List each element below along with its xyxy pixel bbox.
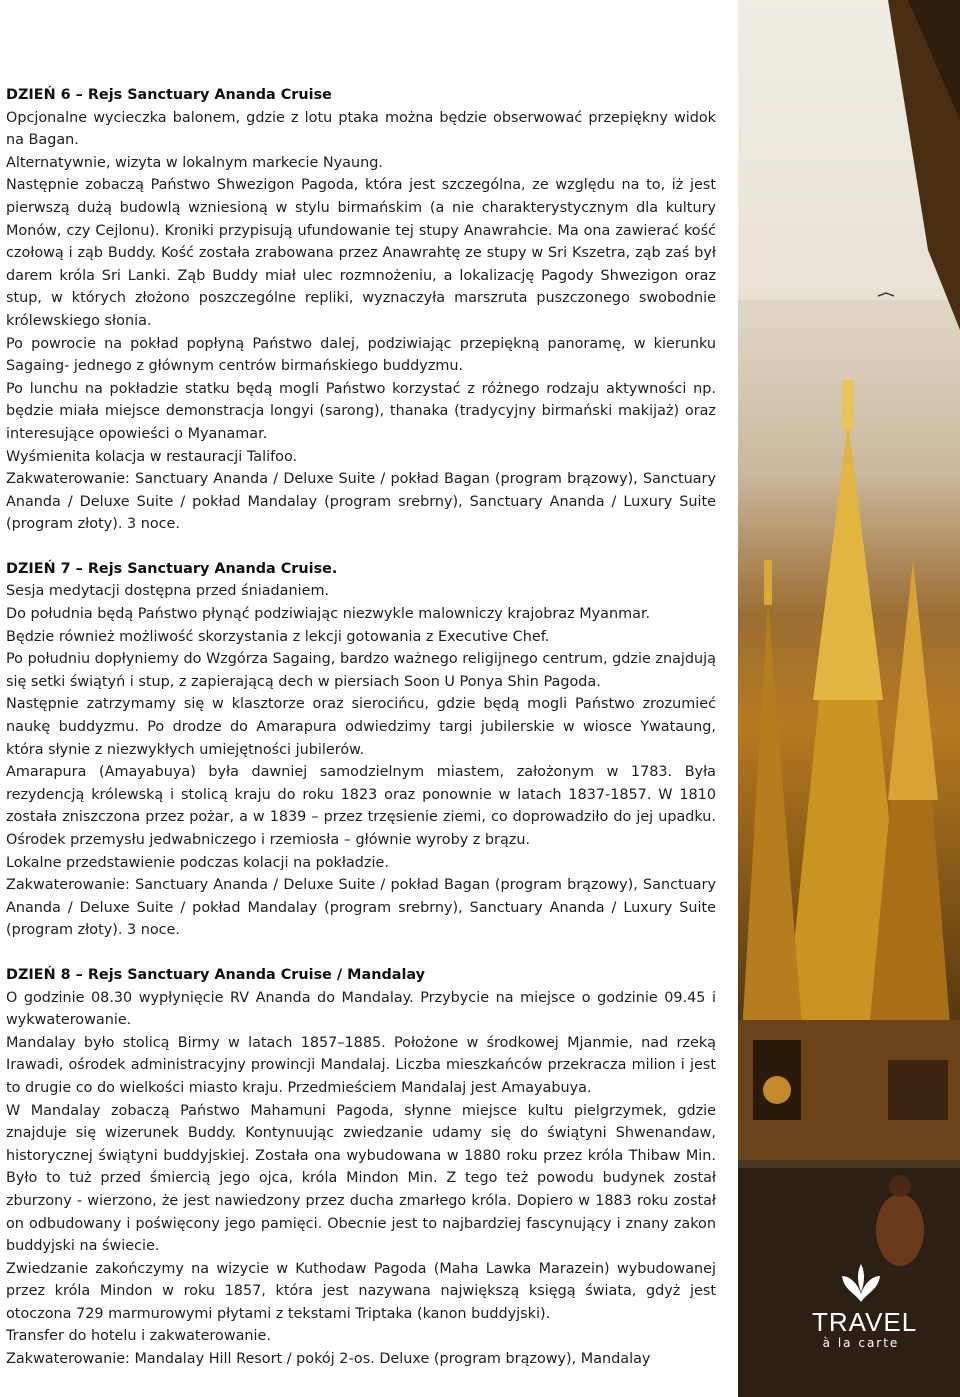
day8-paragraph: Transfer do hotelu i zakwaterowanie. (6, 1328, 271, 1345)
itinerary-text (6, 84, 716, 1371)
pagoda-photo (738, 0, 960, 1397)
day6-paragraph: Następnie zobaczą Państwo Shwezigon Pagoda, która jest szczególna, ze względu na to, iż jest pierwszą dużą budowlą wzniesioną w stylu birmańskim (a nie charakterystycznym dla kultury Monów, czy Cejlonu). Kroniki przypisują ufundowanie tej stupy Anawrahcie. Ma ona zawierać kość czołową i ząb Buddy. Kość została zrabowana przez Anawrahtę ze stupy w Sri Kszetra, ząb zaś był darem króla Sri Lanki. Ząb Buddy miał ulec rozmnożeniu, a lokalizację Pagody Shwezigon oraz stup, w których złożono poszczególne repliki, wyznaczyła marszruta puszczonego swobodnie królewskiego słonia. (6, 177, 716, 329)
day8-section (6, 964, 716, 1371)
day8-paragraph: Mandalay było stolicą Birmy w latach 1857–1885. Położone w środkowej Mjanmie, nad rzeką Irawadi, ośrodek administracyjny prowincji Mandalaj. Liczba mieszkańców przekracza milion i jest to drugie co do wielkości miasto kraju. Przedmieściem Mandalaj jest Amayabuya. (6, 1034, 716, 1096)
day7-heading: DZIEŃ 7 – Rejs Sanctuary Ananda Cruise. (6, 560, 338, 577)
day7-accommodation: Zakwaterowanie: Sanctuary Ananda / Deluxe Suite / pokład Bagan (program brązowy), Sanctuary Ananda / Deluxe Suite / pokład Mandalay (program srebrny), Sanctuary Ananda / Luxury Suite (program złoty). 3 noce. (6, 877, 716, 939)
travel-a-la-carte-logo (812, 1262, 918, 1350)
day8-paragraph: O godzinie 08.30 wypłynięcie RV Ananda do Mandalay. Przybycie na miejsce o godzinie 09.45 i wykwaterowanie. (6, 989, 716, 1029)
pagoda-illustration (738, 0, 960, 1397)
day8-accommodation: Zakwaterowanie: Mandalay Hill Resort / pokój 2-os. Deluxe (program brązowy), Mandalay (6, 1351, 651, 1368)
brand-line2: à la carte (822, 1336, 900, 1350)
day6-paragraph: Alternatywnie, wizyta w lokalnym markecie Nyaung. (6, 154, 383, 171)
day7-section (6, 558, 716, 942)
day6-paragraph: Po powrocie na pokład popłyną Państwo dalej, podziwiając przepiękną panoramę, w kierunku Sagaing- jednego z głównym centrów birmańskiego buddyzmu. (6, 335, 716, 375)
day7-paragraph: Będzie również możliwość skorzystania z lekcji gotowania z Executive Chef. (6, 628, 550, 645)
day6-accommodation: Zakwaterowanie: Sanctuary Ananda / Deluxe Suite / pokład Bagan (program brązowy), Sanctuary Ananda / Deluxe Suite / pokład Mandalay (program srebrny), Sanctuary Ananda / Luxury Suite (program złoty). 3 noce. (6, 471, 716, 533)
day8-paragraph: W Mandalay zobaczą Państwo Mahamuni Pagoda, słynne miejsce kultu pielgrzymek, gdzie znajduje się wizerunek Buddy. Kontynuując zwiedzanie udamy się do świątyni Shwenandaw, historycznej świątyni buddyjskiej. Została ona wybudowana w 1880 roku przez króla Thibaw Min. Było to tuż przed śmiercią jego ojca, króla Mindon Min. Z tego też powodu budynek został zburzony - wierzono, że jest nawiedzony przez ducha zmarłego króla. Dopiero w 1883 roku został on odbudowany i poświęcony jego pamięci. Obecnie jest to najbardziej fascynujący i znany zakon buddyjski na świecie. (6, 1102, 716, 1255)
day8-paragraph: Zwiedzanie zakończymy na wizycie w Kuthodaw Pagoda (Maha Lawka Marazein) wybudowanej przez króla Mindon w roku 1857, która jest nazywana największą księgą świata, gdyż jest otoczona 729 marmurowymi płytami z tekstami Triptaka (kanon buddyjski). (6, 1260, 716, 1322)
day7-paragraph: Do południa będą Państwo płynąć podziwiając niezwykle malowniczy krajobraz Myanmar. (6, 606, 651, 623)
day8-heading: DZIEŃ 8 – Rejs Sanctuary Ananda Cruise / Mandalay (6, 966, 426, 983)
day7-paragraph: Po południu dopłyniemy do Wzgórza Sagaing, bardzo ważnego religijnego centrum, gdzie znajdują się setki świątyń i stup, z zapierającą dech w piersiach Soon U Ponya Shin Pagoda. (6, 651, 716, 690)
day6-paragraph: Po lunchu na pokładzie statku będą mogli Państwo korzystać z różnego rodzaju aktywności np. będzie miała miejsce demonstracja longyi (sarong), thanaka (tradycyjny birmański makijaż) oraz interesujące opowieści o Myanamar. (6, 380, 716, 442)
day6-heading: DZIEŃ 6 – Rejs Sanctuary Ananda Cruise (6, 87, 332, 103)
day7-paragraph: Amarapura (Amayabuya) była dawniej samodzielnym miastem, założonym w 1783. Była rezydencją królewską i stolicą kraju do roku 1823 oraz ponownie w latach 1837-1857. W 1810 została zniszczona przez pożar, a w 1839 – przez trzęsienie ziemi, co doprowadziło do jej upadku. Ośrodek przemysłu jedwabniczego i rzemiosła – głównie wyroby z brązu. (6, 764, 716, 848)
butterfly-icon (838, 1262, 884, 1304)
day6-paragraph: Opcjonalne wycieczka balonem, gdzie z lotu ptaka można będzie obserwować przepiękny widok na Bagan. (6, 109, 716, 149)
day6-section (6, 84, 716, 536)
day7-paragraph: Następnie zatrzymamy się w klasztorze oraz sierocińcu, gdzie będą mogli Państwo zrozumieć naukę buddyzmu. Po drodze do Amarapura odwiedzimy targi jubilerskie w wiosce Ywataung, która słynie z niezwykłych umiejętności jubilerów. (6, 696, 716, 758)
brand-line1: TRAVEL (812, 1307, 918, 1337)
day7-paragraph: Lokalne przedstawienie podczas kolacji na pokładzie. (6, 854, 389, 871)
day6-paragraph: Wyśmienita kolacja w restauracji Talifoo. (6, 448, 298, 465)
day7-paragraph: Sesja medytacji dostępna przed śniadaniem. (6, 583, 330, 600)
